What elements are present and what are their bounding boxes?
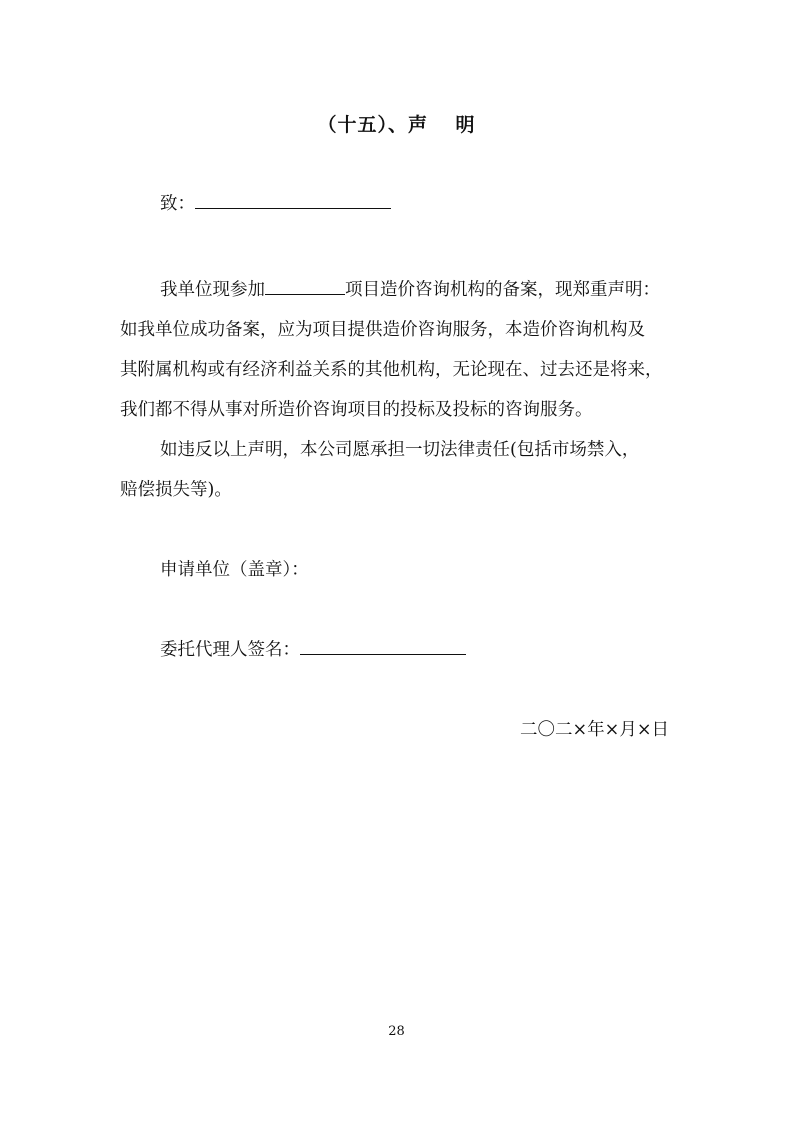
agent-signature-line (160, 638, 466, 662)
addressee-line (160, 192, 391, 216)
date-line: 二〇二×年×月×日 (520, 720, 669, 740)
addressee-blank (195, 192, 391, 209)
paragraph1-line3: 其附属机构或有经济利益关系的其他机构，无论现在、过去还是将来， (120, 360, 663, 380)
signature-blank (300, 638, 466, 655)
page-title: （十五）、声 明 (317, 114, 476, 136)
paragraph1-line4: 我们都不得从事对所造价咨询项目的投标及投标的咨询服务。 (120, 400, 593, 420)
paragraph1-line1 (160, 278, 660, 302)
p1-line1-before: 我单位现参加 (160, 280, 265, 300)
p1-line1-after: 项目造价咨询机构的备案，现郑重声明： (345, 280, 660, 300)
applicant-line: 申请单位（盖章）： (160, 560, 309, 580)
page-number: 28 (388, 1024, 405, 1039)
project-name-blank (265, 278, 345, 295)
agent-label: 委托代理人签名： (160, 640, 300, 660)
paragraph1-line2: 如我单位成功备案，应为项目提供造价咨询服务，本造价咨询机构及 (120, 320, 645, 340)
paragraph2-line1: 如违反以上声明，本公司愿承担一切法律责任(包括市场禁入， (160, 440, 640, 460)
paragraph2-line2: 赔偿损失等)。 (120, 480, 232, 500)
to-label: 致： (160, 194, 195, 214)
